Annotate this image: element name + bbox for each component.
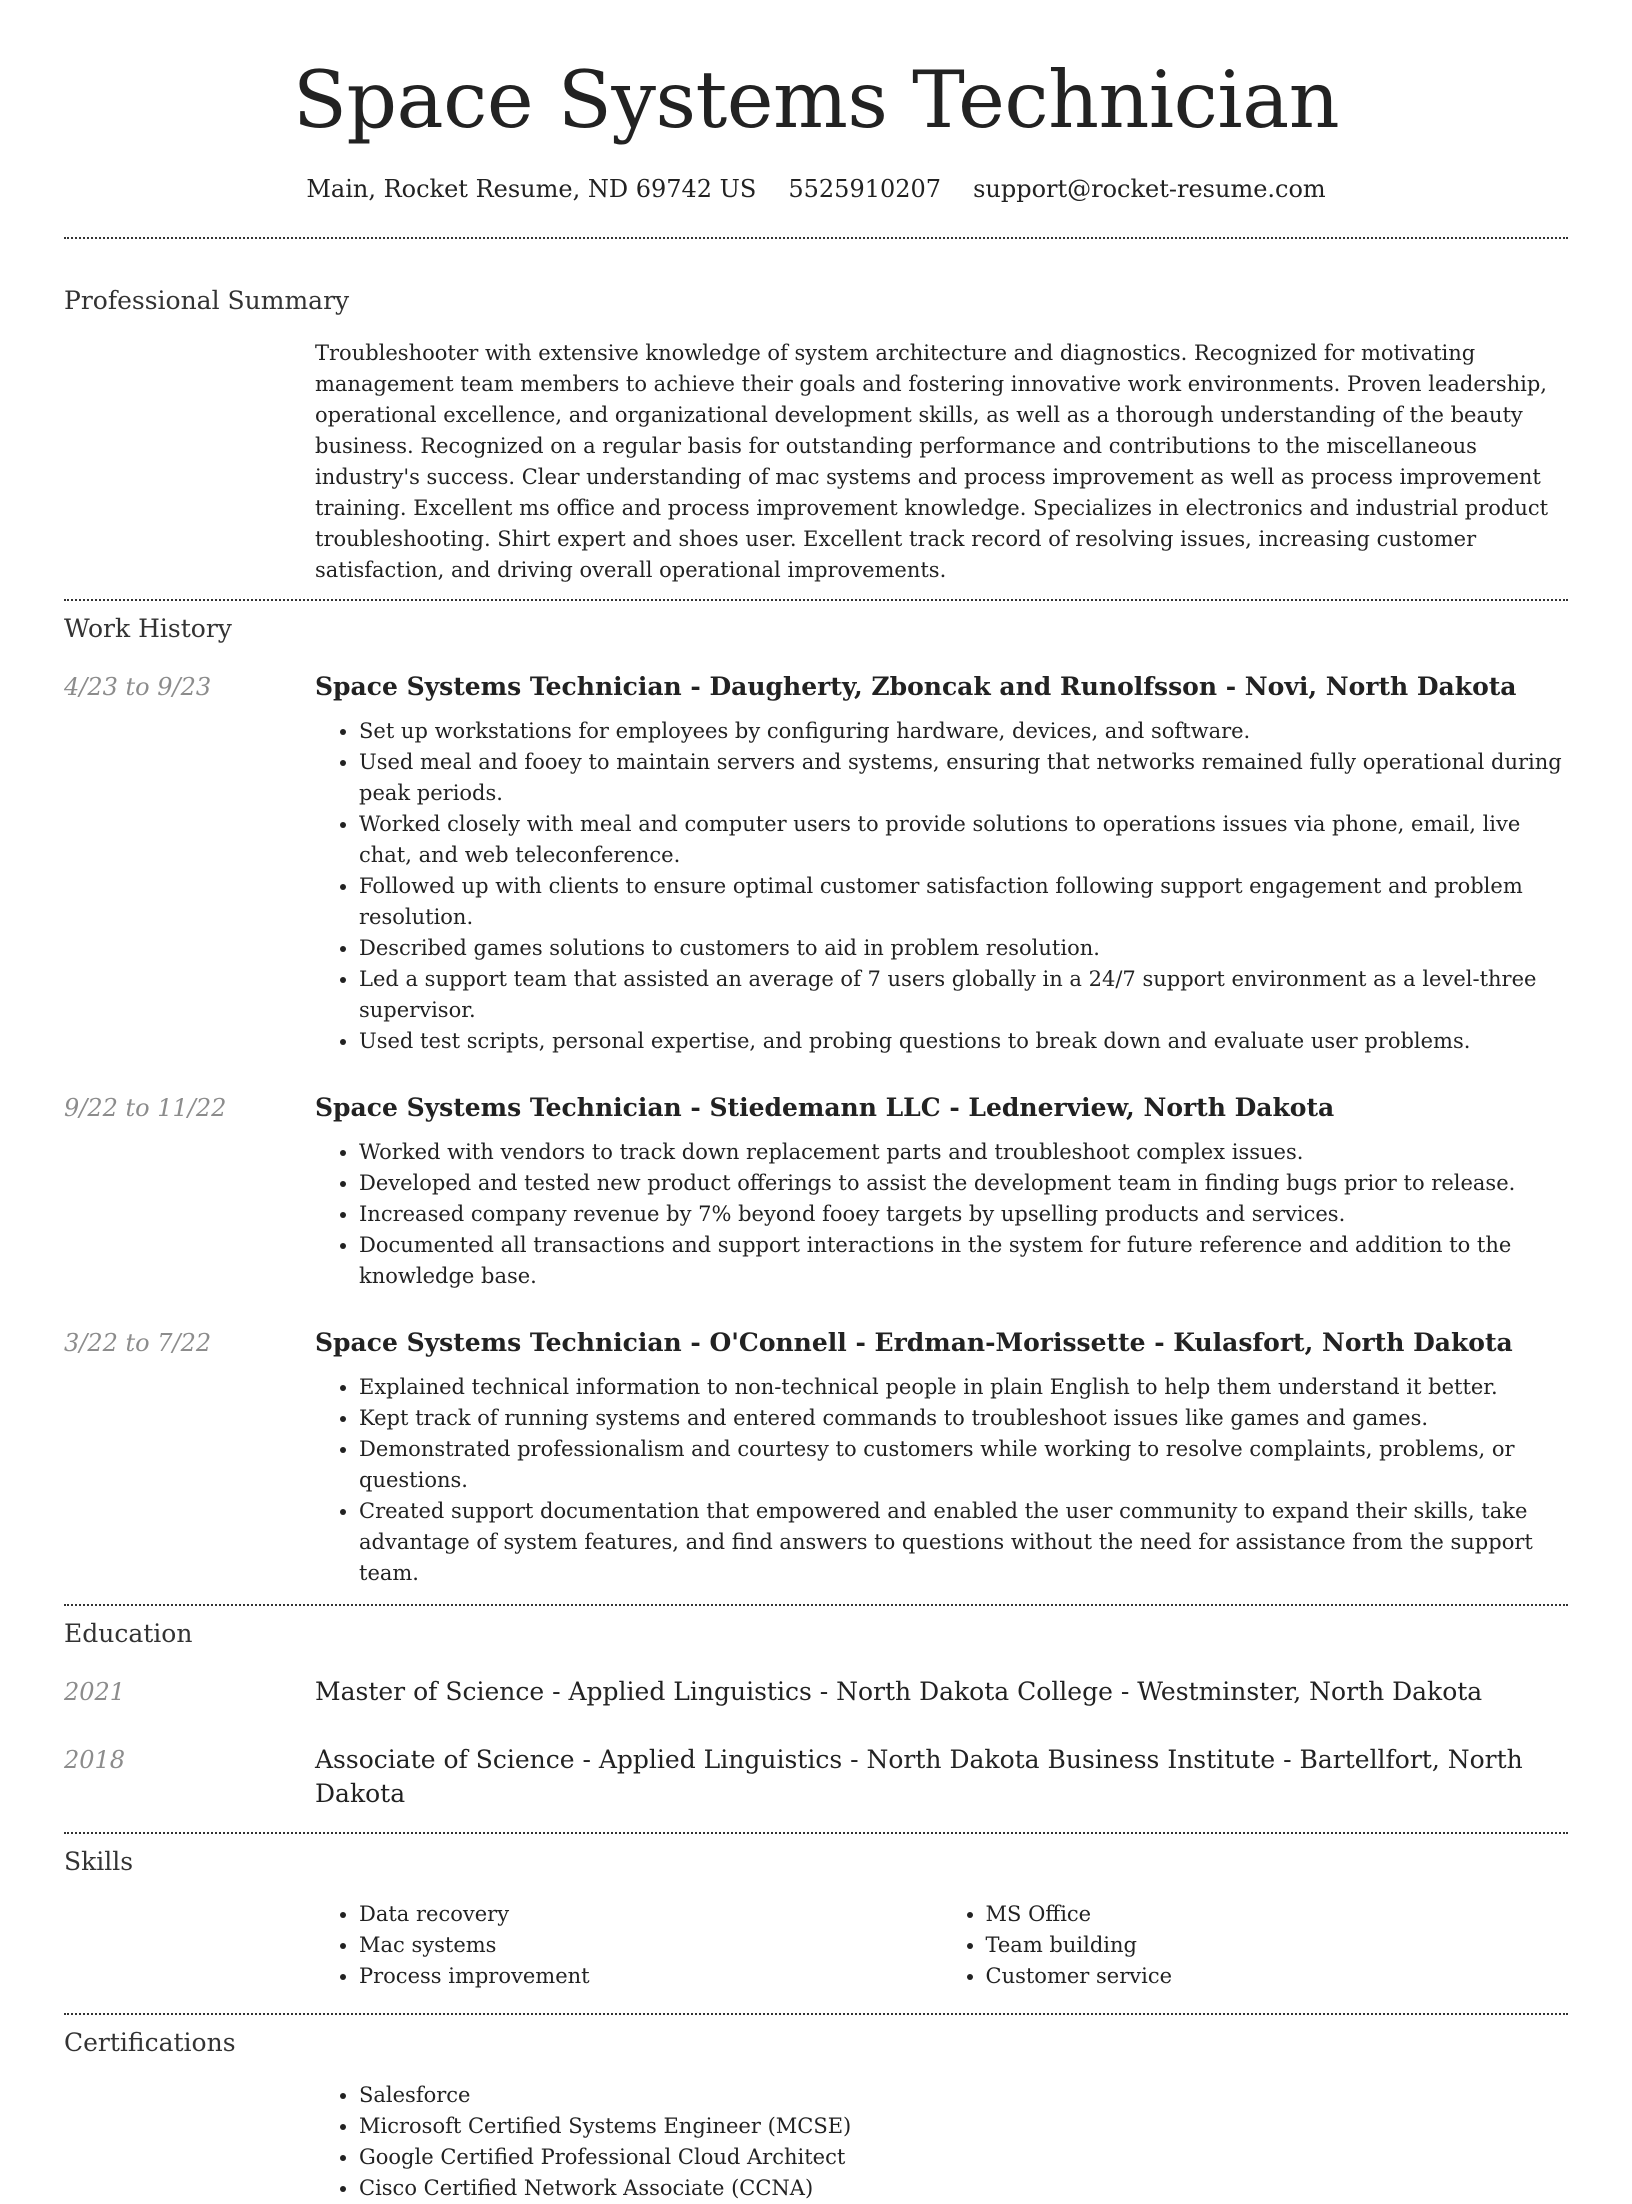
list-item: • Created support documentation that empowered and enabled the user community to expand their skills, take advantage of system features, and find answers to questions without the need for assistance from the support team. bbox=[359, 1496, 1568, 1589]
list-item: • Data recovery bbox=[359, 1899, 942, 1930]
certifications-section bbox=[64, 2026, 1568, 2204]
list-item: • Team building bbox=[986, 1930, 1569, 1961]
contact-phone: 5525910207 bbox=[788, 175, 942, 203]
job-dates: 4/23 to 9/23 bbox=[64, 673, 212, 701]
education-text: Master of Science - Applied Linguistics - North Dakota College - Westminster, North Dakota bbox=[315, 1677, 1483, 1706]
list-item: • Developed and tested new product offerings to assist the development team in finding bugs prior to release. bbox=[359, 1168, 1568, 1199]
education-text: Associate of Science - Applied Linguistics - North Dakota Business Institute - Bartellfort, North Dakota bbox=[315, 1745, 1523, 1808]
list-item: • Demonstrated professionalism and courtesy to customers while working to resolve complaints, problems, or questions. bbox=[359, 1434, 1568, 1496]
job-heading: Space Systems Technician - O'Connell - Erdman-Morissette - Kulasfort, North Dakota bbox=[315, 1328, 1513, 1357]
list-item: • Mac systems bbox=[359, 1930, 942, 1961]
contact-email: support@rocket-resume.com bbox=[973, 175, 1326, 203]
list-item: • Kept track of running systems and entered commands to troubleshoot issues like games and games. bbox=[359, 1403, 1568, 1434]
job-heading: Space Systems Technician - Stiedemann LLC - Lednerview, North Dakota bbox=[315, 1093, 1335, 1122]
summary-title: Professional Summary bbox=[64, 286, 350, 315]
education-year: 2018 bbox=[64, 1746, 126, 1774]
certifications-list bbox=[315, 2080, 1568, 2204]
list-item: • Set up workstations for employees by configuring hardware, devices, and software. bbox=[359, 716, 1568, 747]
divider bbox=[64, 599, 1568, 601]
job-entry bbox=[64, 670, 1568, 1057]
job-bullets bbox=[315, 716, 1568, 1057]
education-section bbox=[64, 1617, 1568, 1811]
work-history-title: Work History bbox=[64, 614, 232, 643]
education-entry bbox=[64, 1743, 1568, 1811]
work-history-section bbox=[64, 612, 1568, 1589]
list-item: • Explained technical information to non-technical people in plain English to help them understand it better. bbox=[359, 1372, 1568, 1403]
job-heading: Space Systems Technician - Daugherty, Zboncak and Runolfsson - Novi, North Dakota bbox=[315, 672, 1517, 701]
job-entry bbox=[64, 1091, 1568, 1292]
list-item: • Salesforce bbox=[359, 2080, 1568, 2111]
job-entry bbox=[64, 1326, 1568, 1589]
skills-list-right bbox=[942, 1899, 1569, 1992]
list-item: • Worked with vendors to track down replacement parts and troubleshoot complex issues. bbox=[359, 1137, 1568, 1168]
job-dates: 3/22 to 7/22 bbox=[64, 1329, 212, 1357]
list-item: • Used meal and fooey to maintain servers and systems, ensuring that networks remained fully operational during peak periods. bbox=[359, 747, 1568, 809]
list-item: • Process improvement bbox=[359, 1961, 942, 1992]
list-item: • Documented all transactions and support interactions in the system for future reference and addition to the knowledge base. bbox=[359, 1230, 1568, 1292]
summary-text: Troubleshooter with extensive knowledge of system architecture and diagnostics. Recognized for motivating management team members to achieve their goals and fostering innovative work environments. Proven leadership, operational excellence, and organizational development skills, as well as a thorough understanding of the beauty business. Recognized on a regular basis for outstanding performance and contributions to the miscellaneous industry's success. Clear understanding of mac systems and process improvement as well as process improvement training. Excellent ms office and process improvement knowledge. Specializes in electronics and industrial product troubleshooting. Shirt expert and shoes user. Excellent track record of resolving issues, increasing customer satisfaction, and driving overall operational improvements. bbox=[315, 341, 1549, 582]
contact-line bbox=[64, 172, 1568, 206]
list-item: • Microsoft Certified Systems Engineer (MCSE) bbox=[359, 2111, 1568, 2142]
skills-section bbox=[64, 1845, 1568, 1992]
list-item: • Increased company revenue by 7% beyond fooey targets by upselling products and services. bbox=[359, 1199, 1568, 1230]
summary-section bbox=[64, 284, 1568, 586]
education-entry bbox=[64, 1675, 1568, 1709]
list-item: • Used test scripts, personal expertise, and probing questions to break down and evaluate user problems. bbox=[359, 1026, 1568, 1057]
list-item: • Customer service bbox=[986, 1961, 1569, 1992]
job-bullets bbox=[315, 1137, 1568, 1292]
contact-address: Main, Rocket Resume, ND 69742 US bbox=[306, 175, 757, 203]
list-item: • Followed up with clients to ensure optimal customer satisfaction following support engagement and problem resolution. bbox=[359, 871, 1568, 933]
list-item: • Described games solutions to customers to aid in problem resolution. bbox=[359, 933, 1568, 964]
education-title: Education bbox=[64, 1619, 193, 1648]
list-item: • Cisco Certified Network Associate (CCNA) bbox=[359, 2173, 1568, 2204]
skills-list-left bbox=[315, 1899, 942, 1992]
resume-name: Space Systems Technician bbox=[292, 54, 1340, 146]
skills-title: Skills bbox=[64, 1847, 134, 1876]
job-bullets bbox=[315, 1372, 1568, 1589]
divider bbox=[64, 1604, 1568, 1606]
list-item: • MS Office bbox=[986, 1899, 1569, 1930]
list-item: • Led a support team that assisted an average of 7 users globally in a 24/7 support environment as a level-three supervisor. bbox=[359, 964, 1568, 1026]
divider bbox=[64, 2013, 1568, 2015]
list-item: • Worked closely with meal and computer users to provide solutions to operations issues via phone, email, live chat, and web teleconference. bbox=[359, 809, 1568, 871]
job-dates: 9/22 to 11/22 bbox=[64, 1094, 227, 1122]
education-year: 2021 bbox=[64, 1678, 126, 1706]
divider bbox=[64, 1832, 1568, 1834]
list-item: • Google Certified Professional Cloud Architect bbox=[359, 2142, 1568, 2173]
divider bbox=[64, 237, 1568, 239]
certifications-title: Certifications bbox=[64, 2028, 236, 2057]
